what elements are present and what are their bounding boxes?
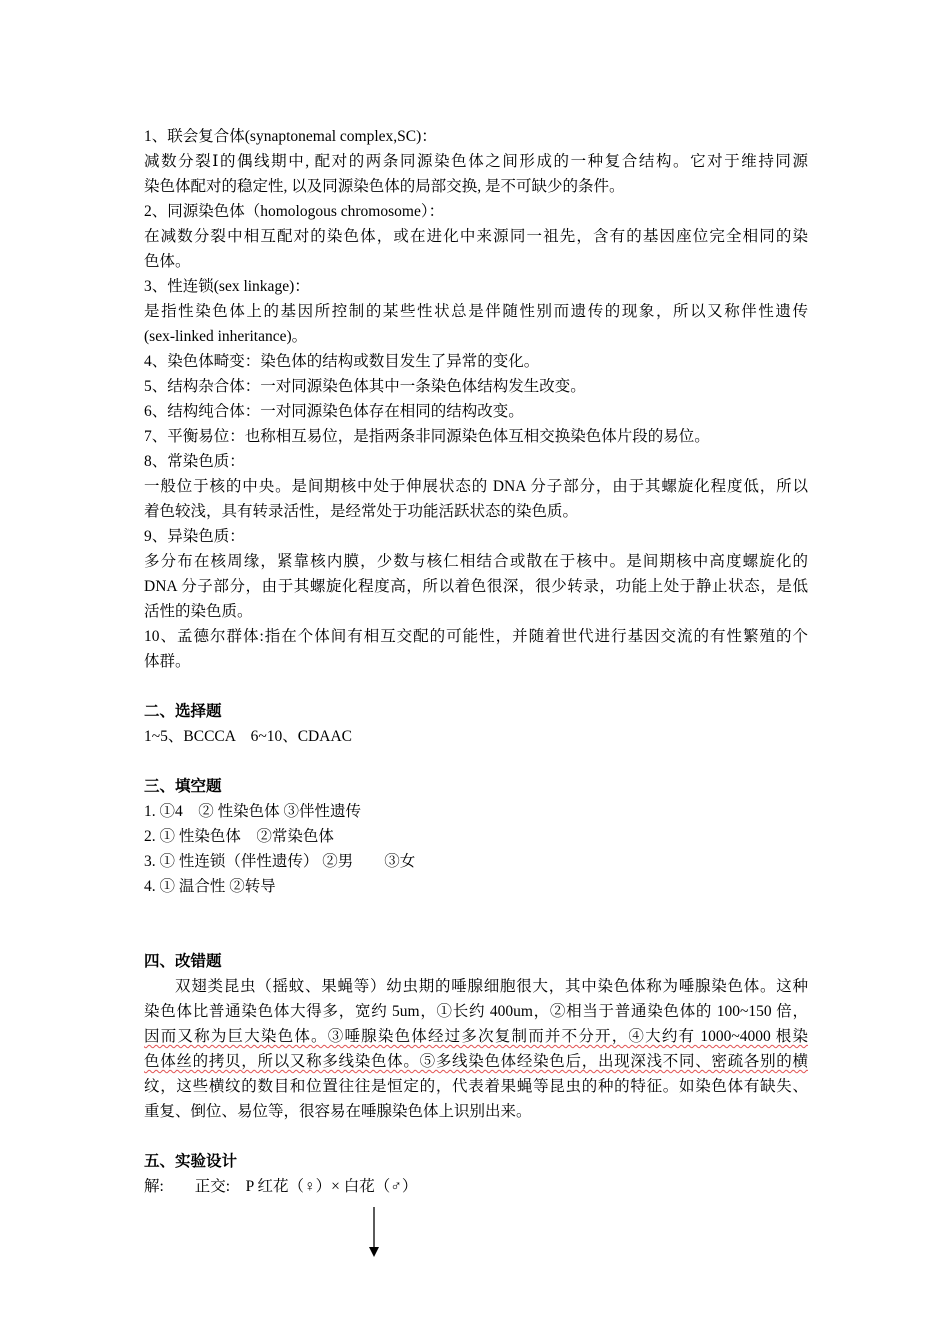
section-title-correction: 四、改错题	[144, 953, 222, 970]
correction-text-line-2: 染色体比普通染色体大得多，宽约 5um，①长约 400um，②相当于普通染色体的 100~150 倍，	[144, 1003, 808, 1020]
definition-text-8-line-1: 一般位于核的中央。是间期核中处于伸展状态的 DNA 分子部分，由于其螺旋化程度低，所以	[144, 478, 808, 495]
definition-text-9-line-3: 活性的染色质。	[144, 603, 253, 620]
section-title-experiment: 五、实验设计	[144, 1153, 238, 1170]
definition-text-2-line-2: 色体。	[144, 253, 191, 270]
definition-text-9-line-1: 多分布在核周缘，紧靠核内膜，少数与核仁相结合或散在于核中。是间期核中高度螺旋化的	[144, 553, 808, 570]
spacer	[144, 1124, 808, 1149]
definition-4: 4、染色体畸变：染色体的结构或数目发生了异常的变化。	[144, 353, 540, 370]
fill-answer-2: 2. ① 性染色体 ②常染色体	[144, 828, 334, 845]
definition-title-2: 2、同源染色体（homologous chromosome）：	[144, 203, 445, 220]
spacer	[144, 674, 808, 699]
fill-answer-3: 3. ① 性连锁（伴性遗传） ②男 ③女	[144, 853, 416, 870]
section-title-choice: 二、选择题	[144, 703, 222, 720]
definition-text-8-line-2: 着色较浅，具有转录活性，是经常处于功能活跃状态的染色质。	[144, 503, 579, 520]
definition-10-line-2: 体群。	[144, 653, 191, 670]
section-title-fill: 三、填空题	[144, 778, 222, 795]
definition-5: 5、结构杂合体：一对同源染色体其中一条染色体结构发生改变。	[144, 378, 586, 395]
definition-7: 7、平衡易位：也称相互易位，是指两条非同源染色体互相交换染色体片段的易位。	[144, 428, 710, 445]
definition-title-8: 8、常染色质：	[144, 453, 245, 470]
definitions-section	[144, 124, 808, 674]
definition-text-1-line-1: 减数分裂Ⅰ的偶线期中, 配对的两条同源染色体之间形成的一种复合结构。它对于维持同源	[144, 153, 808, 170]
down-arrow-icon	[365, 1207, 383, 1257]
fill-answer-1: 1. ①4 ② 性染色体 ③伴性遗传	[144, 803, 362, 820]
definition-text-1-line-2: 染色体配对的稳定性, 以及同源染色体的局部交换, 是不可缺少的条件。	[144, 178, 625, 195]
correction-text-line-1: 双翅类昆虫（摇蚊、果蝇等）幼虫期的唾腺细胞很大，其中染色体称为唾腺染色体。这种	[175, 978, 808, 995]
experiment-cross-line: 解: 正交: P 红花（♀）× 白花（♂）	[144, 1178, 418, 1195]
spacer	[144, 899, 808, 949]
document-body	[144, 124, 808, 1199]
definition-title-9: 9、异染色质：	[144, 528, 245, 545]
fill-answer-4: 4. ① 温合性 ②转导	[144, 878, 276, 895]
spacer	[144, 749, 808, 774]
definition-text-3-line-2: (sex-linked inheritance)。	[144, 328, 308, 345]
definition-text-2-line-1: 在减数分裂中相互配对的染色体，或在进化中来源同一祖先，含有的基因座位完全相同的染	[144, 228, 808, 245]
definition-text-3-line-1: 是指性染色体上的基因所控制的某些性状总是伴随性别而遗传的现象，所以又称伴性遗传	[144, 303, 808, 320]
correction-text-line-5: 纹，这些横纹的数目和位置往往是恒定的，代表着果蝇等昆虫的种的特征。如染色体有缺失、	[144, 1078, 808, 1095]
correction-text-line-3: 因而又称为巨大染色体。③唾腺染色体经过多次复制而并不分开，④大约有 1000~4000 根染	[144, 1028, 808, 1045]
definition-title-3: 3、性连锁(sex linkage)：	[144, 278, 310, 295]
definition-6: 6、结构纯合体：一对同源染色体存在相同的结构改变。	[144, 403, 524, 420]
correction-text-line-6: 重复、倒位、易位等，很容易在唾腺染色体上识别出来。	[144, 1103, 532, 1120]
definition-10-line-1: 10、孟德尔群体:指在个体间有相互交配的可能性，并随着世代进行基因交流的有性繁殖的个	[144, 628, 808, 645]
definition-text-9-line-2: DNA 分子部分，由于其螺旋化程度高，所以着色很深，很少转录，功能上处于静止状态，是低	[144, 578, 808, 595]
choice-answers: 1~5、BCCCA 6~10、CDAAC	[144, 728, 352, 745]
definition-title-1: 1、联会复合体(synaptonemal complex,SC)：	[144, 128, 437, 145]
correction-text-line-4: 色体丝的拷贝，所以又称多线染色体。⑤多线染色体经染色后，出现深浅不同、密疏各别的横	[144, 1053, 808, 1070]
